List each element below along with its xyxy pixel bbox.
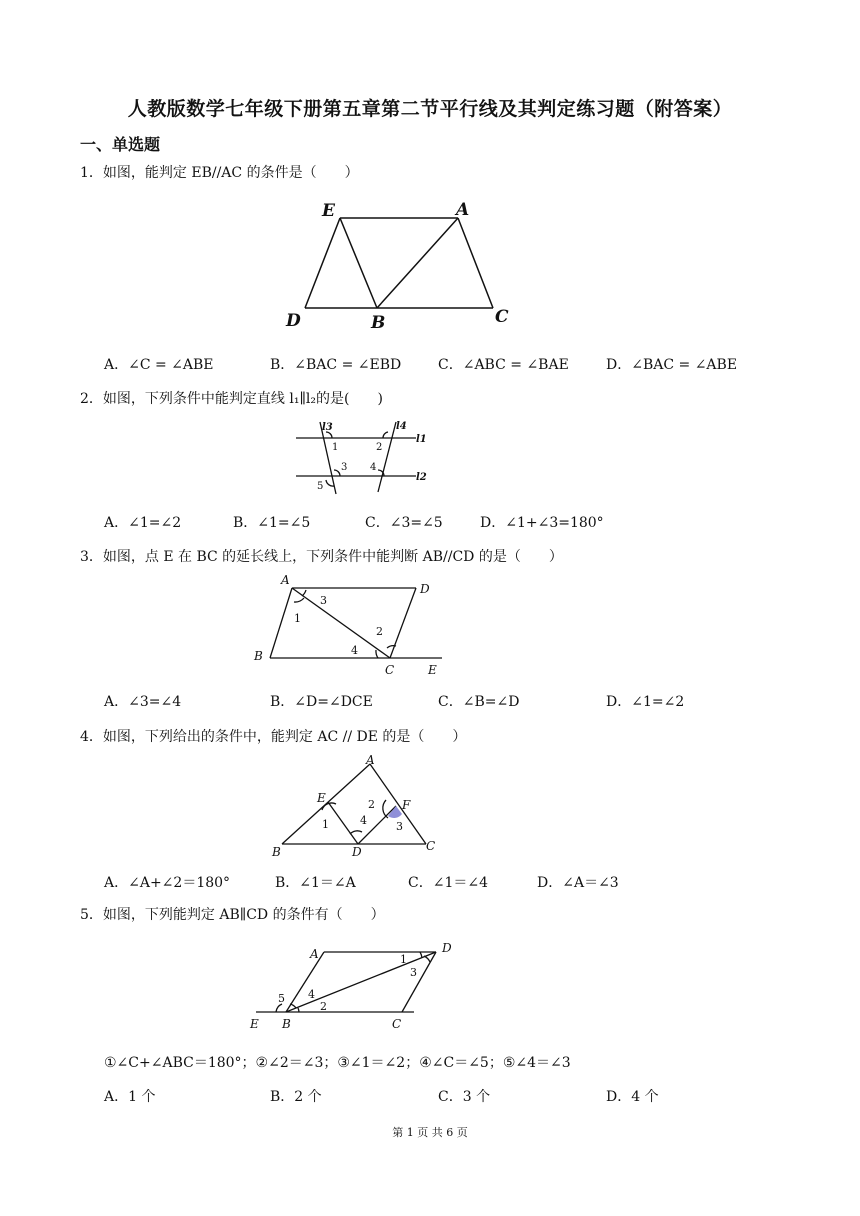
q3-angle-4: 4 — [351, 644, 358, 657]
q3-option-d[interactable]: D．∠1=∠2 — [606, 694, 685, 710]
q5-angle-4: 4 — [308, 988, 315, 1001]
q5-conditions: ①∠C+∠ABC＝180°；②∠2＝∠3；③∠1＝∠2；④∠C＝∠5；⑤∠4＝∠3 — [104, 1055, 571, 1071]
q1-option-a[interactable]: A．∠C = ∠ABE — [104, 357, 214, 373]
question-2-figure — [290, 418, 440, 496]
q5-option-b[interactable]: B．2 个 — [270, 1089, 322, 1105]
q4-option-c[interactable]: C．∠1＝∠4 — [408, 875, 488, 891]
q1-label-d: D — [286, 311, 301, 331]
q3-label-d: D — [420, 582, 430, 596]
q2-angle-5: 5 — [317, 481, 324, 492]
q1-option-d[interactable]: D．∠BAC = ∠ABE — [606, 357, 738, 373]
page-title: 人教版数学七年级下册第五章第二节平行线及其判定练习题（附答案） — [127, 98, 733, 120]
q1-label-b: B — [371, 313, 386, 333]
question-5-stem: 5．如图，下列能判定 AB∥CD 的条件有（ ） — [80, 907, 385, 923]
q5-option-d[interactable]: D．4 个 — [606, 1089, 659, 1105]
q2-angle-2: 2 — [376, 442, 383, 453]
q2-label-l2: l2 — [416, 472, 427, 483]
q2-angle-3: 3 — [341, 462, 348, 473]
q3-option-b[interactable]: B．∠D=∠DCE — [270, 694, 373, 710]
q1-label-a: A — [456, 200, 470, 220]
q2-option-d[interactable]: D．∠1+∠3=180° — [480, 515, 604, 531]
q2-label-l4: l4 — [396, 421, 407, 432]
question-1-figure — [280, 196, 520, 336]
q2-option-a[interactable]: A．∠1=∠2 — [104, 515, 182, 531]
q5-angle-5: 5 — [278, 992, 285, 1005]
question-4-figure — [266, 752, 446, 860]
question-3-figure — [250, 572, 450, 680]
q4-angle-1: 1 — [322, 818, 329, 831]
section-heading: 一、单选题 — [80, 135, 161, 154]
q3-option-c[interactable]: C．∠B=∠D — [438, 694, 520, 710]
q5-label-a: A — [310, 947, 319, 961]
q5-angle-3: 3 — [410, 966, 417, 979]
q2-label-l3: l3 — [322, 422, 333, 433]
question-1-stem: 1．如图，能判定 EB//AC 的条件是（ ） — [80, 165, 359, 181]
q5-label-b: B — [282, 1017, 291, 1031]
q5-option-a[interactable]: A．1 个 — [104, 1089, 156, 1105]
q5-label-c: C — [392, 1017, 402, 1031]
q4-label-a: A — [366, 753, 375, 767]
q4-option-d[interactable]: D．∠A＝∠3 — [537, 875, 619, 891]
q3-label-c: C — [385, 663, 395, 677]
q3-angle-2: 2 — [376, 625, 383, 638]
q4-angle-3: 3 — [396, 820, 403, 833]
q4-option-a[interactable]: A．∠A+∠2＝180° — [104, 875, 231, 891]
q3-label-e: E — [428, 663, 437, 677]
q1-option-c[interactable]: C．∠ABC = ∠BAE — [438, 357, 569, 373]
q3-label-b: B — [254, 649, 263, 663]
q4-label-d: D — [352, 845, 362, 859]
q3-angle-1: 1 — [294, 612, 301, 625]
q5-label-e: E — [250, 1017, 259, 1031]
q5-angle-2: 2 — [320, 1000, 327, 1013]
q4-option-b[interactable]: B．∠1＝∠A — [275, 875, 356, 891]
q3-label-a: A — [281, 573, 290, 587]
q1-option-b[interactable]: B．∠BAC = ∠EBD — [270, 357, 402, 373]
q2-option-b[interactable]: B．∠1=∠5 — [233, 515, 311, 531]
question-3-stem: 3．如图，点 E 在 BC 的延长线上，下列条件中能判断 AB//CD 的是（ ） — [80, 549, 563, 565]
q4-angle-4: 4 — [360, 814, 367, 827]
q3-option-a[interactable]: A．∠3=∠4 — [104, 694, 182, 710]
q2-angle-1: 1 — [332, 442, 339, 453]
question-5-figure — [244, 938, 464, 1036]
q2-label-l1: l1 — [416, 434, 427, 445]
q3-angle-3: 3 — [320, 594, 327, 607]
q4-label-c: C — [426, 839, 436, 853]
q4-label-f: F — [402, 798, 411, 812]
q2-angle-4: 4 — [370, 462, 377, 473]
q5-option-c[interactable]: C．3 个 — [438, 1089, 491, 1105]
q4-label-e: E — [317, 791, 326, 805]
q5-label-d: D — [442, 941, 452, 955]
question-2-stem: 2．如图，下列条件中能判定直线 l₁∥l₂的是( ) — [80, 391, 383, 407]
q2-option-c[interactable]: C．∠3=∠5 — [365, 515, 443, 531]
q4-label-b: B — [272, 845, 281, 859]
q1-label-c: C — [495, 307, 509, 327]
q4-angle-2: 2 — [368, 798, 375, 811]
q5-angle-1: 1 — [400, 953, 407, 966]
question-4-stem: 4．如图，下列给出的条件中，能判定 AC // DE 的是（ ） — [80, 729, 467, 745]
page-footer: 第 1 页 共 6 页 — [392, 1126, 468, 1139]
q1-label-e: E — [322, 201, 335, 221]
